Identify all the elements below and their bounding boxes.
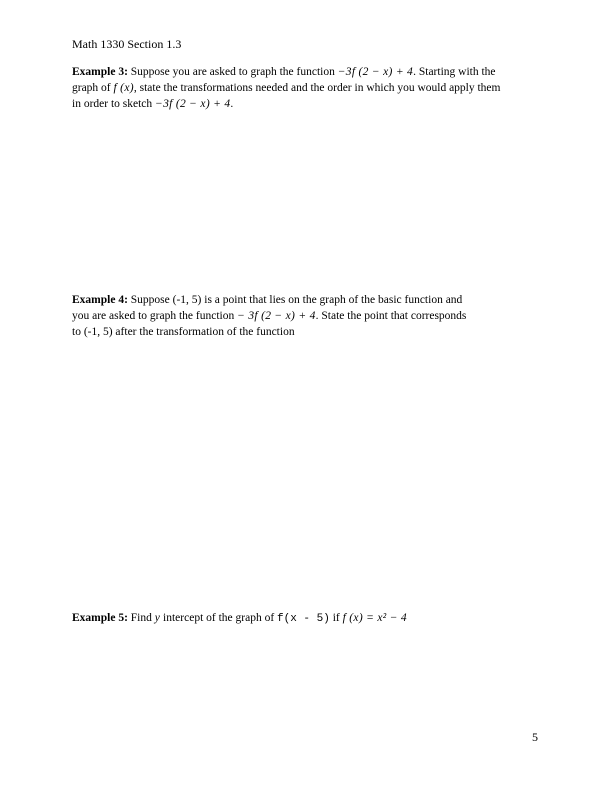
example-4-line-3: to (-1, 5) after the transformation of the function — [72, 326, 295, 338]
example-4-text-2: you are asked to graph the function — [72, 310, 238, 322]
example-3-base-function: f (x) — [113, 82, 134, 94]
example-3-text-end: . Starting with the — [413, 66, 496, 78]
example-5-function-definition: f (x) = x² − 4 — [342, 612, 407, 624]
example-3 — [72, 64, 500, 112]
example-3-line-1 — [72, 64, 500, 80]
example-5-label: Example 5: — [72, 612, 128, 624]
example-5-shifted-function: f(x - 5) — [277, 613, 330, 625]
course-header: Math 1330 Section 1.3 — [72, 37, 182, 51]
example-3-line-2 — [72, 80, 500, 96]
page-number: 5 — [532, 730, 538, 744]
example-3-label: Example 3: — [72, 66, 128, 78]
example-4-line-2 — [72, 308, 466, 324]
example-3-text-2: graph of — [72, 82, 114, 94]
example-3-text-3-end: . — [230, 98, 234, 110]
example-3-function: −3f (2 − x) + 4 — [337, 66, 414, 78]
example-4-line-1 — [72, 292, 466, 308]
example-3-function-repeat: −3f (2 − x) + 4 — [155, 98, 231, 110]
example-5-text-mid: intercept of the graph of — [160, 612, 278, 624]
example-5-text: Find — [127, 612, 155, 624]
example-4-function: − 3f (2 − x) + 4 — [237, 310, 316, 322]
example-4-label: Example 4: — [72, 294, 128, 306]
example-4-text-2-end: . State the point that corresponds — [315, 310, 467, 322]
example-5-y-variable: y — [154, 612, 161, 624]
example-5-line-1 — [72, 610, 407, 627]
example-3-text-3: in order to sketch — [72, 98, 156, 110]
example-4-text: Suppose (-1, 5) is a point that lies on the graph of the basic function and — [127, 294, 463, 306]
example-5 — [72, 610, 407, 627]
example-3-line-3 — [72, 96, 500, 112]
example-4 — [72, 292, 466, 340]
example-5-text-if: if — [329, 612, 343, 624]
example-3-text: Suppose you are asked to graph the function — [127, 66, 338, 78]
example-3-text-2-end: , state the transformations needed and the order in which you would apply them — [133, 82, 501, 94]
